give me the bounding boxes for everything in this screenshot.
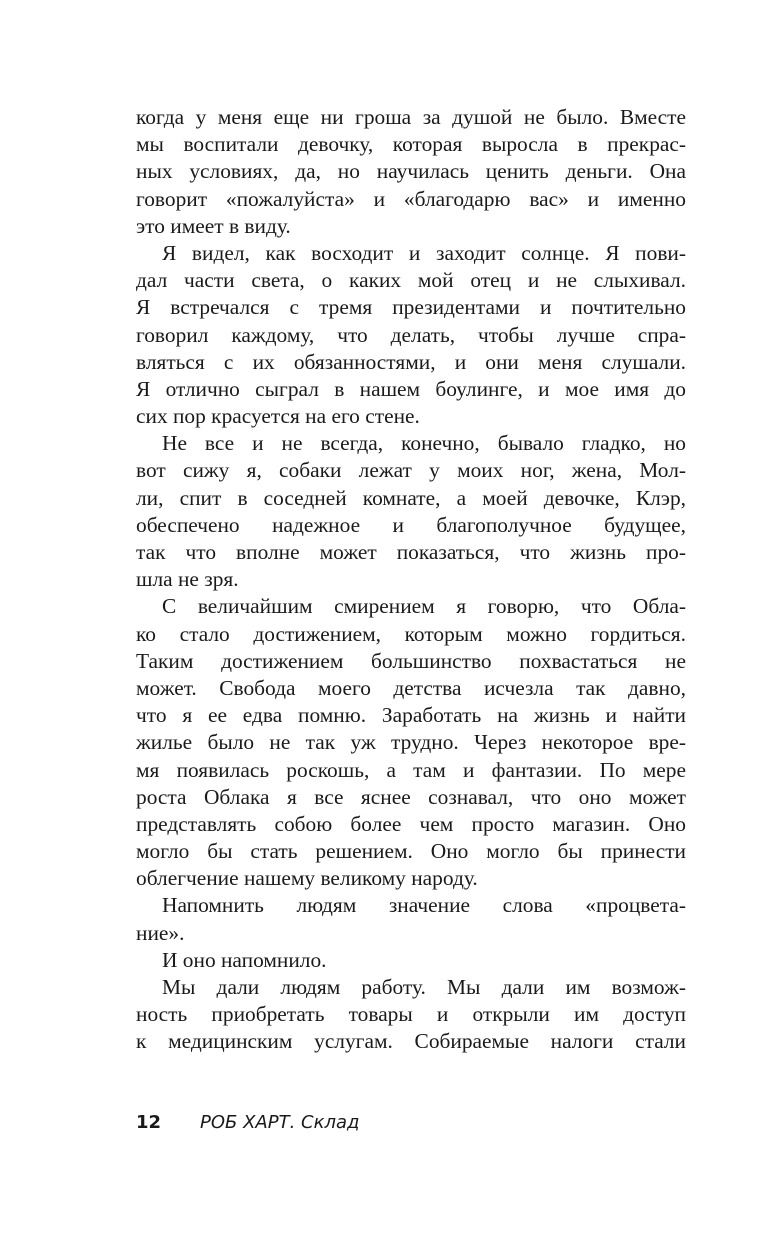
text-line: могло бы стать решением. Оно могло бы принести [136,839,686,864]
text-line: дал части света, о каких мой отец и не слыхивал. [136,268,686,293]
text-line: говорил каждому, что делать, чтобы лучше спра- [136,322,686,347]
text-line: Я видел, как восходит и заходит солнце. Я пови- [162,240,686,265]
text-line: сих пор красуется на его стене. [136,404,420,429]
page-number: 12 [136,1112,162,1133]
text-line: обеспечено надежное и благополучное будущее, [136,512,686,537]
text-line: облегчение нашему великому народу. [136,866,478,891]
text-line: говорит «пожалуйста» и «благодарю вас» и именно [136,186,686,211]
running-head: РОБ ХАРТ. Склад [200,1112,360,1133]
text-line: ние». [136,920,185,945]
text-line: вляться с их обязанностями, и они меня слушали. [136,349,686,374]
text-line: Я встречался с тремя президентами и почтительно [136,295,686,320]
text-line: мя появилась роскошь, а там и фантазии. По мере [136,757,686,782]
text-line: так что вполне может показаться, что жизнь про- [136,540,686,564]
text-line: мы воспитали девочку, которая выросла в прекрас- [136,132,686,157]
text-line: ко стало достижением, которым можно гордиться. [136,621,686,646]
text-line: Мы дали людям работу. Мы дали им возмож- [162,975,686,999]
text-line: что я ее едва помню. Заработать на жизнь и найти [136,703,686,728]
text-line: это имеет в виду. [136,213,291,238]
page-body [136,104,686,1056]
text-line: ность приобретать товары и открыли им доступ [136,1002,686,1027]
text-line: шла не зря. [136,567,239,592]
text-line: Напомнить людям значение слова «процвета- [162,893,686,918]
text-line: к медицинским услугам. Собираемые налоги стали [136,1029,686,1054]
text-line: Не все и не всегда, конечно, бывало гладко, но [162,431,686,456]
text-line: ли, спит в соседней комнате, а моей девочке, Клэр, [136,485,686,510]
text-line: ных условиях, да, но научилась ценить деньги. Она [136,159,686,184]
text-line: вот сижу я, собаки лежат у моих ног, жена, Мол- [136,458,686,483]
text-line: Я отлично сыграл в нашем боулинге, и мое имя до [136,376,686,401]
text-line: С величайшим смирением я говорю, что Обла- [162,594,686,619]
text-line: И оно напомнило. [162,947,327,972]
text-line: жилье было не так уж трудно. Через некоторое вре- [136,730,686,755]
text-line: представлять собою более чем просто магазин. Оно [136,811,686,836]
text-line: роста Облака я все яснее сознавал, что оно может [136,784,686,809]
text-line: Таким достижением большинство похвастаться не [136,648,686,673]
text-line: может. Свобода моего детства исчезла так давно, [136,675,686,700]
text-line: когда у меня еще ни гроша за душой не было. Вместе [136,105,686,129]
